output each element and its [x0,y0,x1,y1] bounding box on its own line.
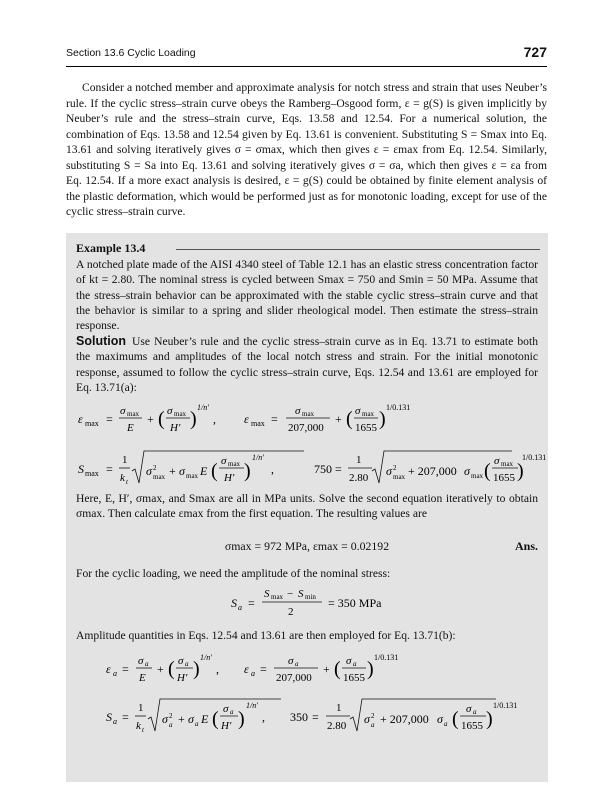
svg-text:): ) [379,408,386,430]
page-header [66,44,547,67]
svg-text:σ: σ [146,464,152,478]
svg-text:a: a [444,720,448,728]
solution-text: Use Neuber’s rule and the cyclic stress–strain curve as in Eq. 13.71 to estimate both the maximums and amplitudes of the local notch stress and strain. For the initial monotonic response, assumed to follow the cyclic stress–strain curve, Eqs. 12.54 and 13.61 are employed for Eq. 13.71(a): [76,335,538,394]
svg-text:a: a [185,660,189,668]
svg-text:1/n′: 1/n′ [246,701,258,710]
svg-text:(: ( [158,408,165,430]
svg-text:=: = [106,412,113,426]
page-number: 727 [523,44,547,60]
sa-value: 350 [290,710,308,724]
equation-sa [66,583,548,623]
svg-text:1: 1 [336,702,342,714]
svg-text:2.80: 2.80 [349,472,369,484]
svg-text:max: max [362,410,375,418]
svg-text:): ) [517,460,524,482]
svg-text:=: = [248,596,255,610]
svg-text:(: ( [346,408,353,430]
svg-text:1/n′: 1/n′ [197,403,209,412]
svg-text:1/n′: 1/n′ [200,653,212,662]
svg-text:a: a [145,660,149,668]
svg-text:,: , [271,462,274,476]
svg-text:+: + [157,662,164,676]
svg-text:(: ( [484,460,491,482]
svg-text:σ: σ [494,455,500,467]
ans-label: Ans. [514,539,538,553]
svg-text:a: a [295,660,299,668]
svg-text:H′: H′ [221,720,232,732]
svg-text:=: = [271,412,278,426]
svg-text:σ: σ [178,655,184,667]
svg-text:σ: σ [386,464,392,478]
result-line: σmax = 972 MPa, εmax = 0.02192 [224,539,390,553]
svg-text:σ: σ [466,703,472,715]
example-box [66,233,548,782]
sa-result: = 350 MPa [328,596,382,610]
svg-text:207,000: 207,000 [276,672,312,684]
svg-text:σ: σ [295,405,301,417]
solution-label: Solution [76,334,126,348]
svg-text:σ: σ [223,703,229,715]
solution-paragraph [76,334,538,395]
svg-text:max: max [174,410,187,418]
intro-text: Consider a notched member and approximate analysis for notch stress and strain that uses Neuber’s rule. If the cyclic stress–strain curve obeys the Ramberg–Osgood form, ε = g(S) is given implicitly by Neuber’s rule and the stress–strain curve, Eqs. 13.58 and 12.54. For a numerical solution, the combination of Eqs. 13.58 and 12.54 given by Eq. 13.61 is convenient. Substituting S = Smax into Eq. 13.61 and solving iteratively gives σ = σmax, which then gives ε = εmax from Eq. 12.54. Similarly, substituting S = Sa into Eq. 13.61 and solving iteratively gives σ = σa, which then gives ε = εa from Eq. 12.54. If a more exact analysis is desired, ε = g(S) could be obtained by finite element analysis of the plastic deformation, which would be performed just as for monotonic loading, except for use of the cyclic stress–strain curve. [66,81,547,218]
svg-text:E: E [127,422,134,434]
svg-text:+: + [335,412,342,426]
svg-text:S: S [78,462,84,476]
svg-text:a: a [353,660,357,668]
example-title-rule [176,249,540,250]
svg-text:max: max [393,473,406,481]
svg-text:k: k [120,472,125,484]
equation-sa-neuber [66,691,548,741]
svg-text:−: − [287,588,294,600]
svg-text:): ) [486,708,493,730]
svg-text:ε: ε [244,662,249,676]
svg-text:H′: H′ [177,672,188,684]
svg-text:1: 1 [356,454,362,466]
svg-text:,: , [262,710,265,724]
svg-text:2: 2 [288,606,294,618]
svg-text:E: E [200,464,208,478]
kt-value: 2.80 [327,720,347,732]
svg-text:min: min [305,593,316,601]
svg-text:,: , [216,662,219,676]
equation-epsilon-a [66,647,548,691]
svg-text:a: a [113,669,117,678]
problem-statement: A notched plate made of the AISI 4340 steel of Table 12.1 has an elastic stress concentration factor of kt = 2.80. The nominal stress is cycled between Smax = 750 and Smin = 50 MPa. Assume that the stress–strain behavior can be approximated with the stable cyclic stress–strain curve and that the behavior is similar to a spring and slider rheological model. Then estimate the stress–strain response. [76,258,538,333]
svg-text:a: a [371,721,375,729]
svg-text:1655: 1655 [493,472,515,484]
svg-text:σ: σ [188,712,194,726]
svg-text:1: 1 [138,702,144,714]
svg-text:+: + [147,412,154,426]
svg-text:σ: σ [346,655,352,667]
svg-text:σ: σ [221,455,227,467]
svg-text:σ: σ [364,712,370,726]
svg-text:σ: σ [179,464,185,478]
svg-text:max: max [271,593,284,601]
svg-text:=: = [260,662,267,676]
svg-text:E: E [139,672,146,684]
svg-text:max: max [471,472,484,480]
svg-text:=: = [106,462,113,476]
svg-text:=: = [312,710,319,724]
svg-text:+: + [323,662,330,676]
svg-text:1: 1 [122,454,128,466]
units-paragraph: Here, E, H′, σmax, and Smax are all in MPa units. Solve the second equation iteratively to obtain σmax. Then calculate εmax from the first equation. The resulting values are [76,492,538,521]
svg-text:+ 207,000: + 207,000 [408,464,457,478]
equation-epsilon-max [66,397,548,441]
svg-text:S: S [264,588,270,600]
svg-text:=: = [122,662,129,676]
svg-text:2: 2 [371,712,375,720]
svg-text:1655: 1655 [355,422,377,434]
svg-text:a: a [473,708,477,716]
section-title: Section 13.6 Cyclic Loading [66,47,196,59]
intro-paragraph [66,80,547,220]
modulus-value: 207,000 [288,422,324,434]
svg-text:2: 2 [153,464,157,472]
svg-text:σ: σ [162,712,168,726]
svg-text:(: ( [168,658,175,680]
svg-text:): ) [190,408,197,430]
svg-text:2: 2 [169,712,173,720]
svg-text:max: max [501,460,514,468]
svg-text:ε: ε [244,412,249,426]
svg-text:1/n′: 1/n′ [252,453,264,462]
cyclic-paragraph: For the cyclic loading, we need the amplitude of the nominal stress: [76,567,391,580]
svg-text:a: a [195,720,199,728]
svg-text:max: max [186,472,199,480]
svg-text:max: max [85,419,99,428]
svg-text:σ: σ [167,405,173,417]
svg-text:max: max [251,419,265,428]
svg-text:σ: σ [288,655,294,667]
svg-text:1/0.131: 1/0.131 [522,453,547,462]
hprime-value: 1655 [461,720,483,732]
svg-text:1/0.131: 1/0.131 [493,701,518,710]
svg-text:): ) [367,658,374,680]
svg-text:(: ( [212,708,219,730]
svg-text:): ) [238,708,245,730]
svg-text:=: = [122,710,129,724]
svg-text:+: + [169,464,176,478]
example-title: Example 13.4 [76,241,146,255]
svg-text:1655: 1655 [343,672,365,684]
svg-text:t: t [142,726,144,734]
amplitude-paragraph: Amplitude quantities in Eqs. 12.54 and 13.61 are then employed for Eq. 13.71(b): [76,629,456,642]
svg-text:σ: σ [464,464,470,478]
svg-text:a: a [251,669,255,678]
svg-text:a: a [238,603,242,612]
equation-smax-neuber [66,443,548,493]
svg-text:750 =: 750 = [314,462,342,476]
svg-text:(: ( [452,708,459,730]
svg-text:σ: σ [355,405,361,417]
svg-text:1/0.131: 1/0.131 [374,653,399,662]
svg-text:E: E [201,712,209,726]
svg-text:a: a [169,721,173,729]
svg-text:k: k [136,720,141,732]
svg-text:a: a [230,708,234,716]
svg-text:σ: σ [138,655,144,667]
svg-text:+ 207,000: + 207,000 [380,712,429,726]
svg-text:H′: H′ [224,472,235,484]
svg-text:): ) [193,658,200,680]
svg-text:H′: H′ [170,422,181,434]
svg-text:t: t [126,478,128,486]
svg-text:,: , [213,412,216,426]
svg-text:σ: σ [120,405,126,417]
svg-text:max: max [85,469,99,478]
svg-text:max: max [127,410,140,418]
svg-text:ε: ε [78,412,83,426]
svg-text:max: max [228,460,241,468]
svg-text:): ) [244,460,251,482]
svg-text:max: max [153,473,166,481]
svg-text:ε: ε [106,662,111,676]
svg-text:S: S [298,588,304,600]
svg-text:σ: σ [437,712,443,726]
svg-text:+: + [178,712,185,726]
svg-text:a: a [113,717,117,726]
svg-text:S: S [106,710,112,724]
svg-text:max: max [302,410,315,418]
svg-text:2: 2 [393,464,397,472]
svg-text:S: S [231,596,237,610]
svg-text:(: ( [211,460,218,482]
exponent-1: 1/0.131 [386,403,411,412]
svg-text:(: ( [334,658,341,680]
